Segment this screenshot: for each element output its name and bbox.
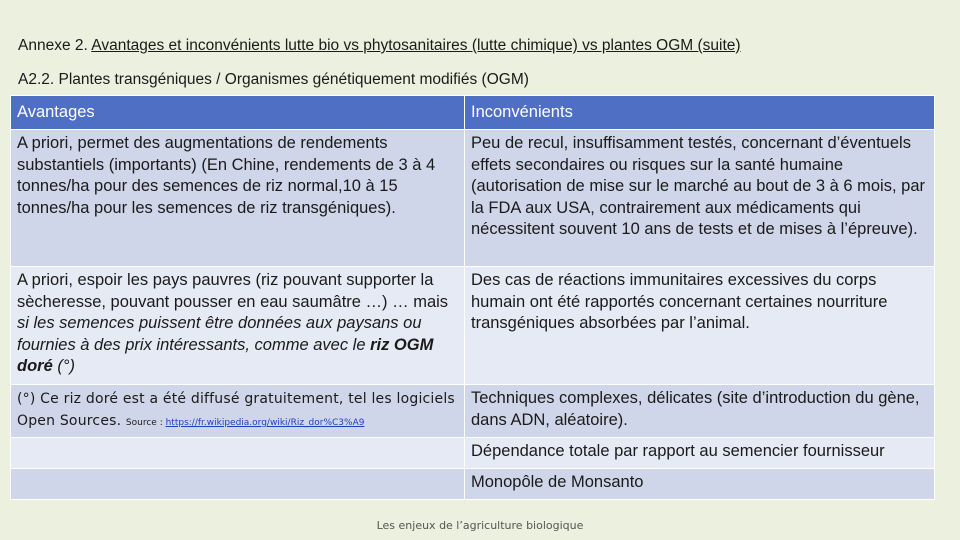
row1-disadvantage: Peu de recul, insuffisamment testés, concernant d’éventuels effets secondaires ou risques sur la santé humaine (autorisation de mise sur le marché au bout de 3 à 6 mois, par la FDA aux USA, contrairement aux médicaments qui nécessitent souvent 10 ans de tests et de mises à l’épreuve). [465, 130, 935, 267]
table-row [11, 267, 935, 385]
slide-footer: Les enjeux de l’agriculture biologique [376, 519, 584, 532]
row2-adv-italic: si les semences puissent être données aux paysans ou fournies à des prix intéressants, comme avec le [17, 314, 422, 354]
row4-disadvantage: Dépendance totale par rapport au semencier fournisseur [465, 438, 935, 469]
annex-prefix: Annexe 2. [18, 37, 92, 54]
row5-disadvantage: Monopôle de Monsanto [465, 469, 935, 500]
header-disadvantages: Inconvénients [465, 96, 935, 130]
annex-title-text: Avantages et inconvénients lutte bio vs phytosanitaires (lutte chimique) vs plantes OGM (suite) [91, 37, 741, 54]
source-label: Source : [125, 417, 166, 428]
row2-adv-end: (°) [52, 357, 75, 375]
row5-advantage-empty [11, 469, 465, 500]
table-row [11, 438, 935, 469]
source-link[interactable]: https://fr.wikipedia.org/wiki/Riz_dor%C3%A9 [165, 417, 365, 428]
header-advantages: Avantages [11, 96, 465, 130]
annex-title [18, 36, 741, 56]
table-row [11, 130, 935, 267]
comparison-table [10, 95, 935, 500]
table-header-row [11, 96, 935, 130]
row3-advantage [11, 385, 465, 438]
section-title: A2.2. Plantes transgéniques / Organismes génétiquement modifiés (OGM) [18, 71, 529, 88]
row2-advantage [11, 267, 465, 385]
footnote-text: (°) Ce riz doré est a été diffusé gratuitement, tel les logiciels Open Sources. [17, 391, 455, 429]
row2-disadvantage: Des cas de réactions immunitaires excessives du corps humain ont été rapportés concernant certaines nourriture transgéniques absorbées par l’animal. [465, 267, 935, 385]
table-row [11, 385, 935, 438]
table-row [11, 469, 935, 500]
row3-disadvantage: Techniques complexes, délicates (site d’introduction du gène, dans ADN, aléatoire). [465, 385, 935, 438]
row2-adv-bold: riz OGM doré [17, 335, 434, 375]
row2-adv-plain: A priori, espoir les pays pauvres (riz pouvant supporter la sècheresse, pouvant pousser en eau saumâtre …) … mais [17, 271, 449, 311]
row4-advantage-empty [11, 438, 465, 469]
row1-advantage: A priori, permet des augmentations de rendements substantiels (importants) (En Chine, rendements de 3 à 4 tonnes/ha pour des semences de riz normal,10 à 15 tonnes/ha pour les semences de riz transgéniques). [11, 130, 465, 267]
